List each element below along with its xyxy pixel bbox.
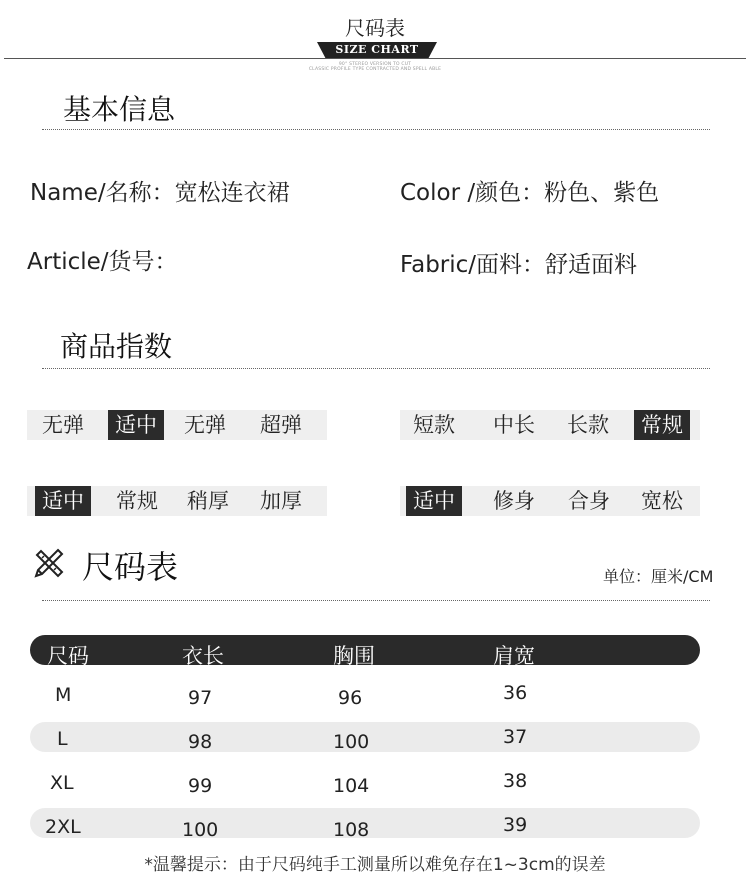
index-option: 无弹	[184, 413, 226, 437]
fine-print-line1: 90° STEREO VERSION TO CUT	[338, 62, 412, 67]
index-option: 宽松	[641, 489, 683, 513]
cell-bust: 104	[333, 775, 370, 797]
cell-length: 97	[188, 687, 213, 709]
ruler-pencil-icon	[32, 546, 66, 580]
info-article: Article/货号：	[27, 249, 178, 275]
index-group-elasticity	[27, 410, 327, 440]
info-color: Color /颜色：粉色、紫色	[400, 180, 660, 206]
index-option: 中长	[493, 413, 535, 437]
unit-label: 单位：厘米/CM	[603, 567, 714, 586]
cell-shoulder: 37	[503, 726, 528, 748]
header-divider	[4, 58, 746, 59]
column-header-length: 衣长	[182, 644, 224, 668]
cell-size: 2XL	[45, 816, 81, 838]
index-option: 修身	[493, 489, 535, 513]
column-header-shoulder: 肩宽	[493, 644, 535, 668]
index-group-length	[400, 410, 700, 440]
index-group-fit	[400, 486, 700, 516]
index-option: 短款	[413, 413, 455, 437]
index-option: 超弹	[260, 413, 302, 437]
size-chart-heading: 尺码表	[82, 548, 179, 586]
column-header-bust: 胸围	[333, 644, 375, 668]
index-option: 无弹	[42, 413, 84, 437]
info-fabric: Fabric/面料：舒适面料	[400, 252, 638, 278]
index-option-selected: 适中	[406, 486, 462, 516]
column-header-size: 尺码	[47, 644, 89, 668]
cell-bust: 100	[333, 731, 370, 753]
section-divider	[42, 129, 710, 130]
index-option: 常规	[116, 489, 158, 513]
cell-shoulder: 36	[503, 682, 528, 704]
index-option: 加厚	[260, 489, 302, 513]
index-option: 长款	[567, 413, 609, 437]
cell-length: 98	[188, 731, 213, 753]
index-option: 稍厚	[187, 489, 229, 513]
cell-length: 100	[182, 819, 219, 841]
header-fine-print	[0, 62, 750, 72]
page-title: 尺码表	[345, 16, 405, 40]
cell-length: 99	[188, 775, 213, 797]
fine-print-line2: CLASSIC PROFILE TYPE CONTRACTED AND SPELL ABLE	[308, 67, 442, 72]
cell-size: M	[55, 684, 72, 706]
basic-info-heading: 基本信息	[63, 93, 176, 126]
info-name: Name/名称：宽松连衣裙	[30, 180, 290, 206]
cell-size: XL	[50, 772, 74, 794]
index-option-selected: 适中	[108, 410, 164, 440]
cell-shoulder: 39	[503, 814, 528, 836]
cell-shoulder: 38	[503, 770, 528, 792]
product-index-heading: 商品指数	[60, 330, 173, 363]
section-divider	[42, 600, 710, 601]
index-option-selected: 常规	[634, 410, 690, 440]
cell-bust: 96	[338, 687, 363, 709]
measurement-note: *温馨提示：由于尺码纯手工测量所以难免存在1~3cm的误差	[144, 855, 606, 875]
index-option-selected: 适中	[35, 486, 91, 516]
section-divider	[42, 368, 710, 369]
cell-bust: 108	[333, 819, 370, 841]
index-option: 合身	[568, 489, 610, 513]
size-chart-banner-text: SIZE CHART	[335, 43, 419, 56]
cell-size: L	[57, 728, 68, 750]
index-group-thickness	[27, 486, 327, 516]
